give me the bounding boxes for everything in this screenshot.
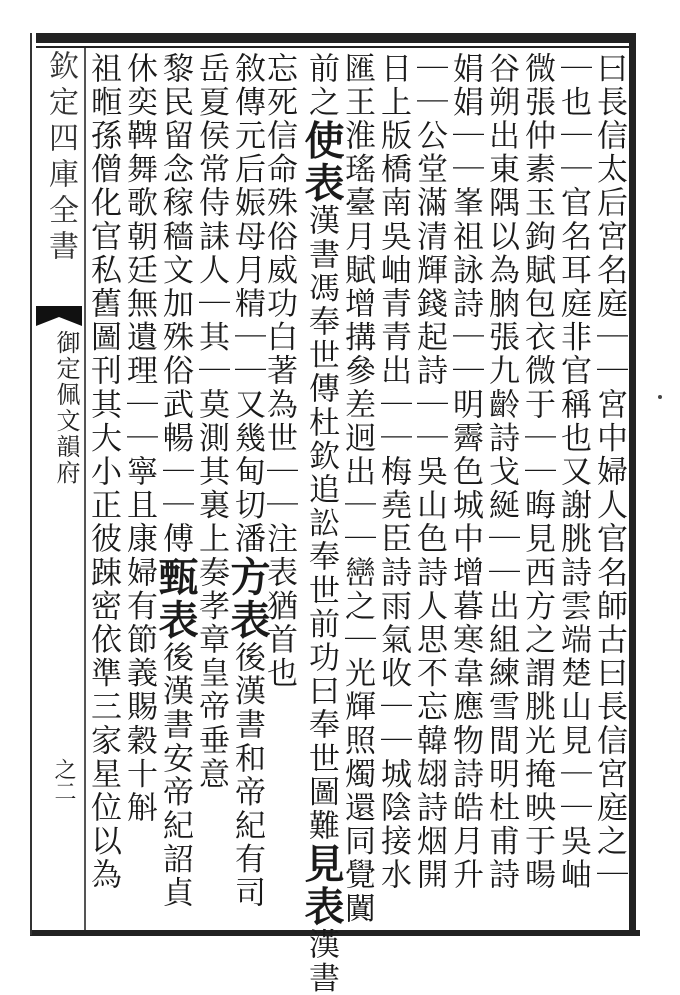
column-9-body: 漢書馮奉世傳杜欽追訟奉世前功曰奉世圖難 bbox=[303, 204, 339, 843]
column-11-tail: 後漢書和帝紀有司 bbox=[229, 641, 265, 911]
text-column-11 bbox=[224, 52, 271, 927]
text-column-6: ｜｜公堂滿清輝錢起詩｜｜吳山色詩人思不忘韓翃詩烟開 bbox=[411, 52, 447, 892]
page-border-left bbox=[30, 33, 32, 935]
folio-number: 之二 bbox=[51, 758, 76, 802]
text-column-7: 日上版橋南吳岫青青出｜｜梅堯臣詩雨氣收｜｜城陰接水 bbox=[375, 52, 411, 892]
column-9-prefix: 前之 bbox=[303, 52, 339, 120]
text-column-5: 娟娟｜｜峯祖詠詩｜｜明霽色城中增暮寒韋應物詩皓月升 bbox=[447, 52, 483, 892]
text-column-8: 匯王淮瑤臺月賦增搆參差迥出｜｜巒之｜光輝照燭還同覺闐 bbox=[339, 52, 375, 926]
entry-heading-zhenbiao: 甄表 bbox=[152, 556, 199, 642]
text-column-15: 祖暅孫僧化官私舊圖刊其大小正彼踈密依準三家星位以為 bbox=[85, 52, 121, 892]
entry-heading-shibiao: 使表 bbox=[298, 119, 345, 205]
column-14-tail: 婦有節義賜穀十斛 bbox=[121, 556, 157, 825]
text-column-1: 曰長信太后宮名庭｜｜宮中婦人官名師古曰長信宮庭之｜ bbox=[591, 52, 627, 892]
text-column-13 bbox=[152, 52, 199, 927]
text-column-2: ｜也｜｜官名耳庭非官稱也又謝朓詩雲端楚山見｜｜吳岫 bbox=[555, 52, 591, 892]
text-column-10: 忘死信命殊俗威功白著為世｜｜注表猶首也 bbox=[261, 52, 297, 691]
text-column-3: 微張仲素玉鉤賦包衣微于｜｜晦見西方之謂朓光掩映于暘 bbox=[519, 52, 555, 892]
book-title: 御定佩文韻府 bbox=[52, 330, 80, 486]
column-12-tail: 上奏孝章皇帝垂意 bbox=[193, 522, 229, 792]
entry-heading-jianbiao: 見表 bbox=[298, 842, 345, 929]
column-13-tail: 後漢書安帝紀詔貞 bbox=[157, 641, 193, 911]
entry-heading-fangbiao: 方表 bbox=[224, 556, 271, 642]
column-12-body: 岳夏侯常侍誄人｜其｜莫測其裏 bbox=[193, 52, 229, 523]
text-column-9 bbox=[296, 52, 345, 995]
column-14-body: 休奕鞞舞歌朝廷無遺理｜｜寧且康 bbox=[121, 52, 157, 556]
text-column-12 bbox=[190, 52, 230, 927]
column-13-body: 黎民留念稼穡文加殊俗武暢｜｜傅 bbox=[157, 52, 193, 556]
text-column-4: 谷朔出東隅以為朒張九齡詩戈綖｜｜出組練雪間明杜甫詩 bbox=[483, 52, 519, 892]
text-column-14 bbox=[118, 52, 158, 927]
page-border-top-inner bbox=[36, 46, 636, 48]
page-border-top bbox=[36, 33, 636, 43]
speck-mark bbox=[658, 395, 662, 399]
column-11-body: 敘傳元后娠母月精｜｜又幾甸切潘 bbox=[229, 52, 265, 556]
fish-tail-mark bbox=[36, 306, 82, 326]
column-9-tail: 漢書 bbox=[303, 928, 339, 995]
page-border-right bbox=[629, 33, 636, 935]
running-title: 欽定四庫全書 bbox=[43, 50, 78, 266]
